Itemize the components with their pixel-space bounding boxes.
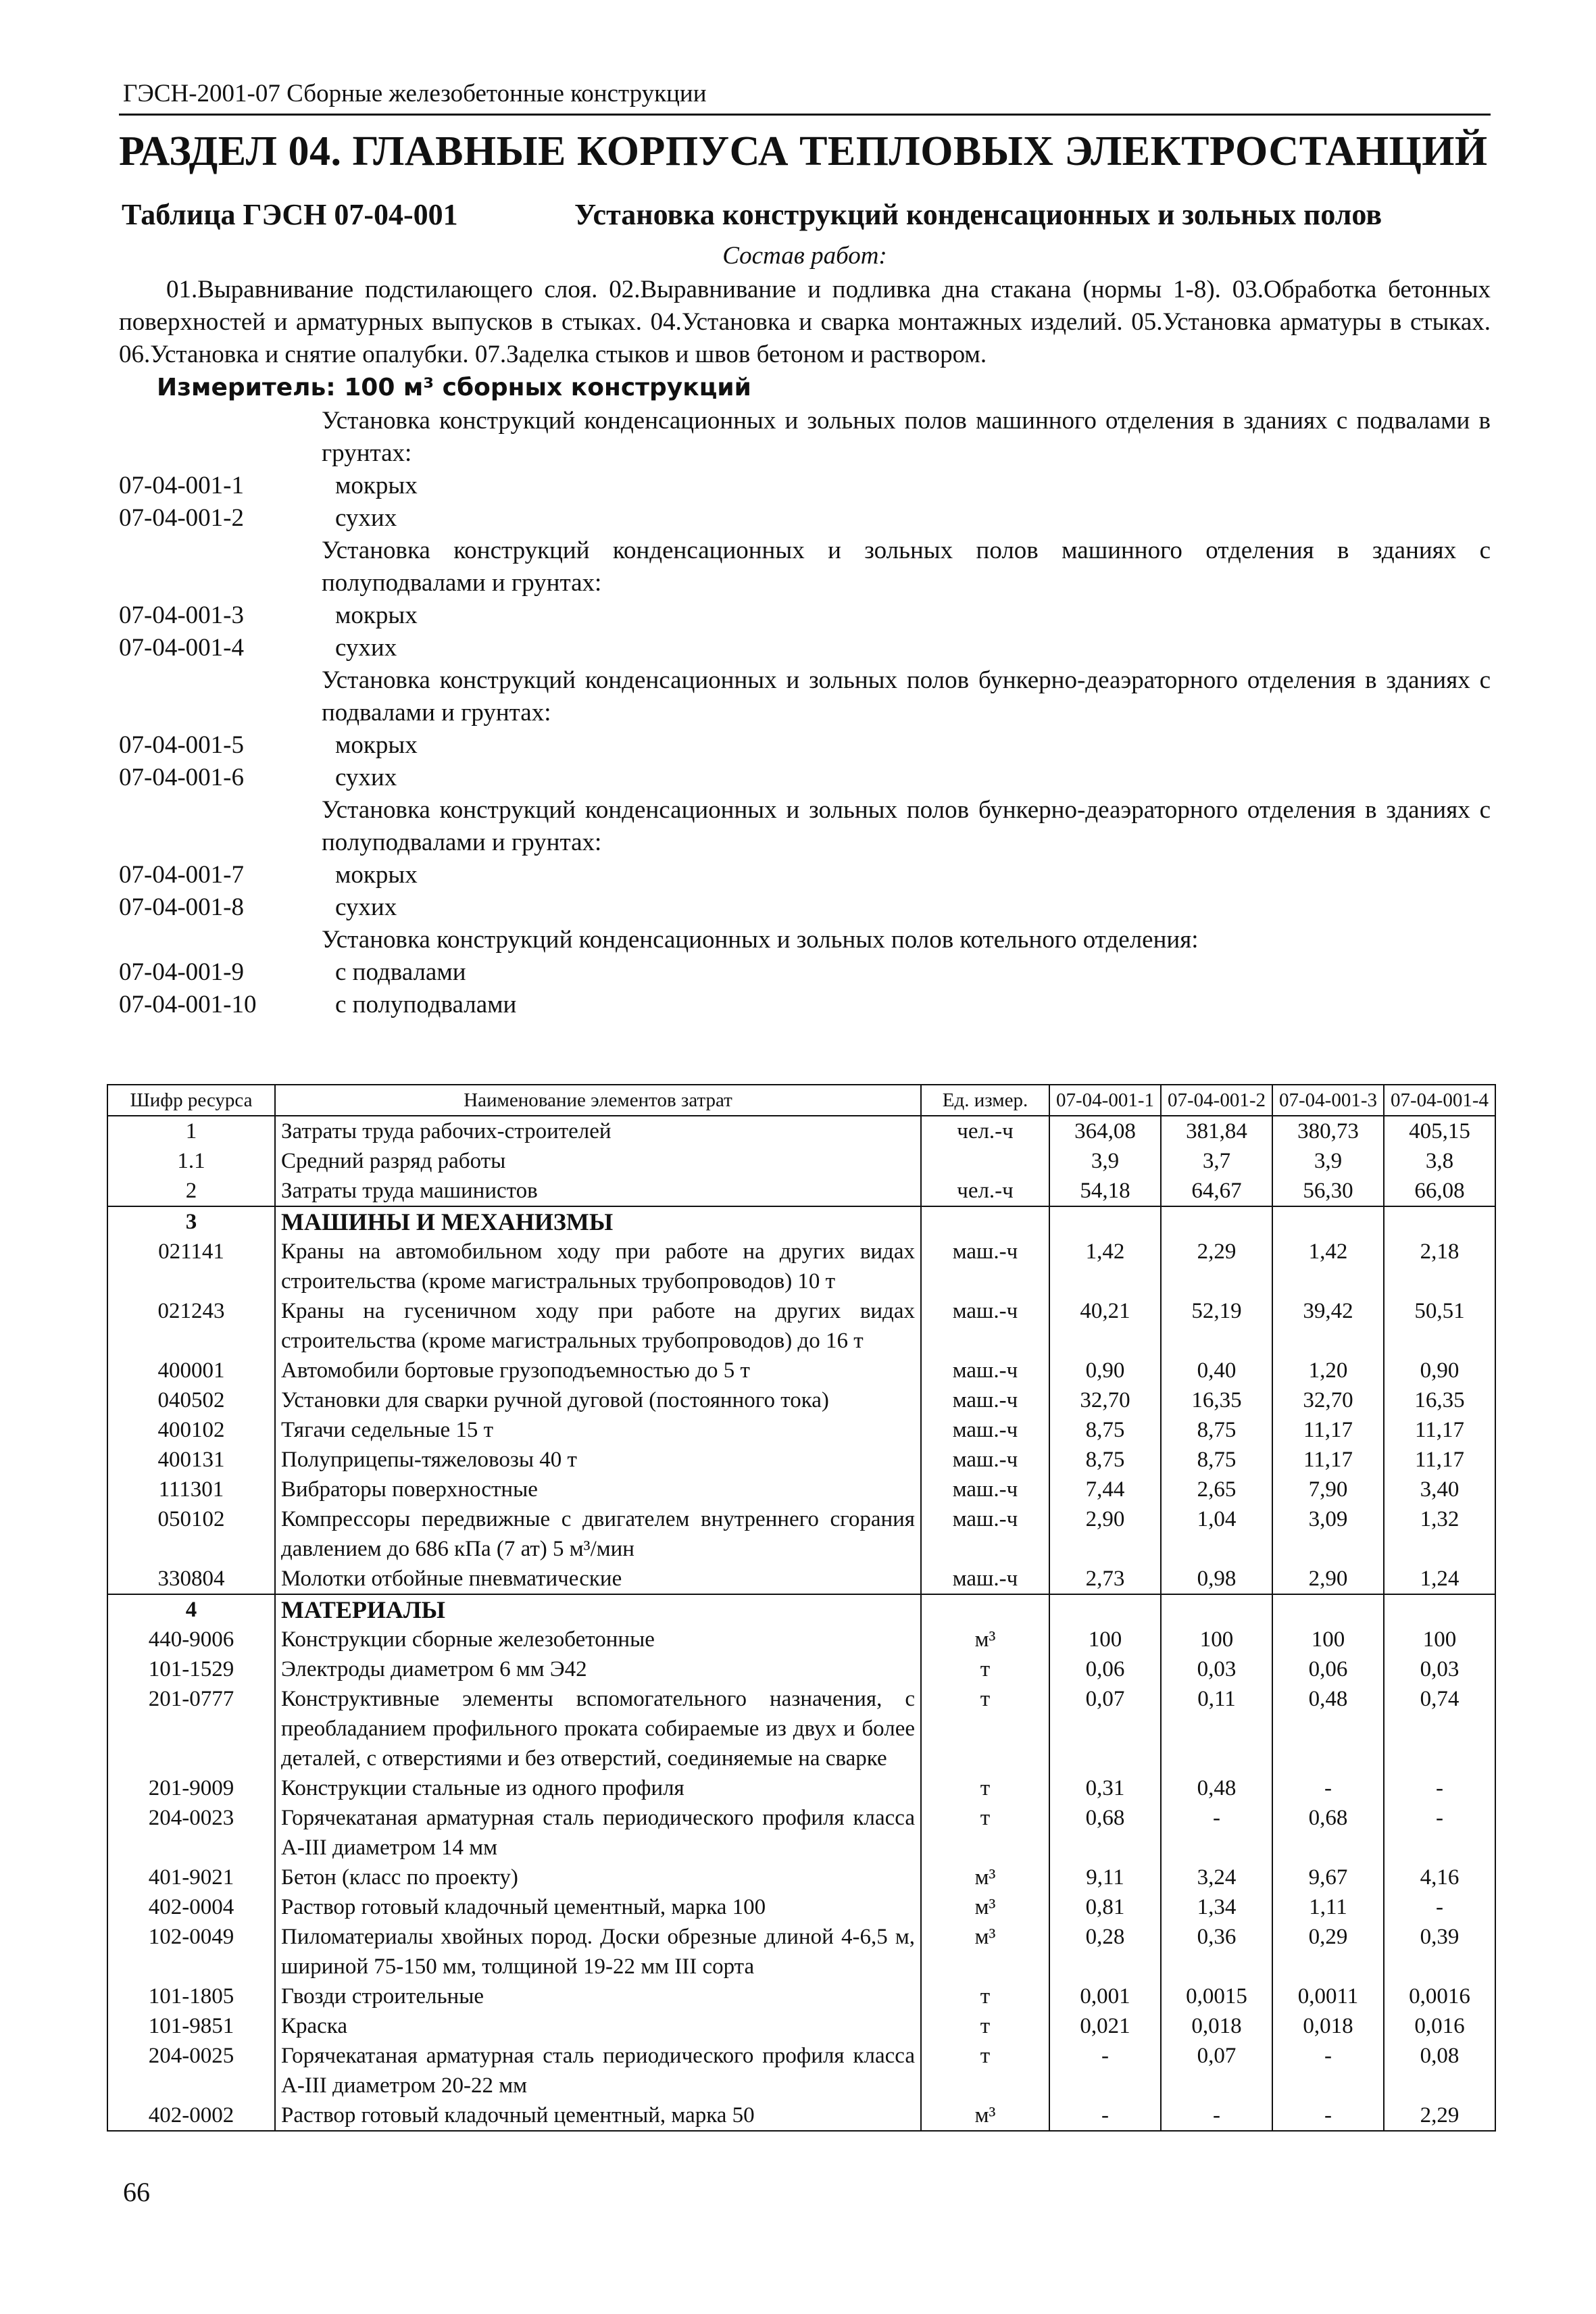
resource-code: 1 bbox=[107, 1116, 275, 1146]
resource-unit: м³ bbox=[921, 1625, 1049, 1654]
value-col-4: 11,17 bbox=[1384, 1445, 1495, 1475]
value-col-3: 0,48 bbox=[1272, 1684, 1384, 1773]
variant-name: сухих bbox=[335, 893, 397, 921]
value-col-3 bbox=[1272, 1206, 1384, 1237]
table-row bbox=[107, 2041, 1495, 2100]
variant-code: 07-04-001-3 bbox=[119, 601, 244, 629]
value-col-2: 1,04 bbox=[1161, 1504, 1272, 1564]
resource-unit: маш.-ч bbox=[921, 1564, 1049, 1594]
value-col-4: 0,08 bbox=[1384, 2041, 1495, 2100]
value-col-3: 1,11 bbox=[1272, 1892, 1384, 1922]
variant-name: мокрых bbox=[335, 472, 418, 499]
resource-name: Средний разряд работы bbox=[275, 1146, 921, 1176]
resource-unit: т bbox=[921, 1654, 1049, 1684]
resource-name: Краны на гусеничном ходу при работе на других видах строительства (кроме магистральных трубопроводов) до 16 т bbox=[275, 1296, 921, 1356]
document-page bbox=[119, 74, 1491, 1021]
resource-code: 204-0023 bbox=[107, 1803, 275, 1863]
variant-row bbox=[119, 470, 1491, 502]
value-col-4: 1,32 bbox=[1384, 1504, 1495, 1564]
value-col-3: 100 bbox=[1272, 1625, 1384, 1654]
variants-list bbox=[119, 405, 1491, 1021]
value-col-2: 3,24 bbox=[1161, 1863, 1272, 1892]
resource-code: 2 bbox=[107, 1176, 275, 1206]
measure-unit: Измеритель: 100 м³ сборных конструкций bbox=[157, 374, 751, 401]
value-col-2: 100 bbox=[1161, 1625, 1272, 1654]
value-col-3: 39,42 bbox=[1272, 1296, 1384, 1356]
value-col-2: 2,65 bbox=[1161, 1475, 1272, 1504]
resource-name: Молотки отбойные пневматические bbox=[275, 1564, 921, 1594]
resource-unit: маш.-ч bbox=[921, 1445, 1049, 1475]
resource-unit: т bbox=[921, 1981, 1049, 2011]
value-col-3: 0,68 bbox=[1272, 1803, 1384, 1863]
header-col-3: 07-04-001-3 bbox=[1272, 1085, 1384, 1116]
value-col-1: 8,75 bbox=[1049, 1445, 1161, 1475]
value-col-3: - bbox=[1272, 2041, 1384, 2100]
header-name: Наименование элементов затрат bbox=[275, 1085, 921, 1116]
resource-name: Краны на автомобильном ходу при работе на других видах строительства (кроме магистральных трубопроводов) 10 т bbox=[275, 1237, 921, 1296]
value-col-4: 2,29 bbox=[1384, 2100, 1495, 2131]
table-row bbox=[107, 1146, 1495, 1176]
value-col-3 bbox=[1272, 1594, 1384, 1625]
resource-unit: т bbox=[921, 1773, 1049, 1803]
header-col-4: 07-04-001-4 bbox=[1384, 1085, 1495, 1116]
variant-code: 07-04-001-8 bbox=[119, 893, 244, 921]
resource-code: 440-9006 bbox=[107, 1625, 275, 1654]
table-row bbox=[107, 1773, 1495, 1803]
value-col-3: 380,73 bbox=[1272, 1116, 1384, 1146]
resource-name: Краска bbox=[275, 2011, 921, 2041]
value-col-2: 3,7 bbox=[1161, 1146, 1272, 1176]
value-col-4: 3,8 bbox=[1384, 1146, 1495, 1176]
value-col-4 bbox=[1384, 1206, 1495, 1237]
value-col-2: 0,36 bbox=[1161, 1922, 1272, 1981]
value-col-1: 0,81 bbox=[1049, 1892, 1161, 1922]
value-col-1: 0,68 bbox=[1049, 1803, 1161, 1863]
value-col-1: 1,42 bbox=[1049, 1237, 1161, 1296]
value-col-2: 0,03 bbox=[1161, 1654, 1272, 1684]
table-row bbox=[107, 1296, 1495, 1356]
value-col-1: 2,73 bbox=[1049, 1564, 1161, 1594]
value-col-2: 0,40 bbox=[1161, 1356, 1272, 1385]
variant-name: с полуподвалами bbox=[335, 991, 517, 1018]
resource-code: 040502 bbox=[107, 1385, 275, 1415]
header-code: Шифр ресурса bbox=[107, 1085, 275, 1116]
table-row bbox=[107, 1981, 1495, 2011]
value-col-3: 7,90 bbox=[1272, 1475, 1384, 1504]
variant-code: 07-04-001-7 bbox=[119, 861, 244, 889]
table-row bbox=[107, 1803, 1495, 1863]
table-row bbox=[107, 1922, 1495, 1981]
value-col-3: 3,9 bbox=[1272, 1146, 1384, 1176]
value-col-3: - bbox=[1272, 2100, 1384, 2131]
value-col-1: 54,18 bbox=[1049, 1176, 1161, 1206]
value-col-3: 0,0011 bbox=[1272, 1981, 1384, 2011]
value-col-4: 100 bbox=[1384, 1625, 1495, 1654]
resource-name: МАШИНЫ И МЕХАНИЗМЫ bbox=[275, 1206, 921, 1237]
variant-code: 07-04-001-5 bbox=[119, 731, 244, 759]
value-col-2: 0,0015 bbox=[1161, 1981, 1272, 2011]
value-col-2: 16,35 bbox=[1161, 1385, 1272, 1415]
header-col-2: 07-04-001-2 bbox=[1161, 1085, 1272, 1116]
resource-name: Конструкции сборные железобетонные bbox=[275, 1625, 921, 1654]
value-col-4: 4,16 bbox=[1384, 1863, 1495, 1892]
resource-code: 401-9021 bbox=[107, 1863, 275, 1892]
value-col-4: 0,0016 bbox=[1384, 1981, 1495, 2011]
variant-group-title: Установка конструкций конденсационных и зольных полов бункерно-деаэраторного отделения в зданиях с полуподвалами и грунтах: bbox=[322, 796, 1491, 856]
value-col-1: - bbox=[1049, 2041, 1161, 2100]
variant-row bbox=[119, 729, 1491, 762]
value-col-1: 7,44 bbox=[1049, 1475, 1161, 1504]
resource-code: 3 bbox=[107, 1206, 275, 1237]
value-col-2: 52,19 bbox=[1161, 1296, 1272, 1356]
value-col-4: 50,51 bbox=[1384, 1296, 1495, 1356]
value-col-2: 0,11 bbox=[1161, 1684, 1272, 1773]
value-col-4: 0,03 bbox=[1384, 1654, 1495, 1684]
value-col-1: 0,31 bbox=[1049, 1773, 1161, 1803]
resource-name: Компрессоры передвижные с двигателем внутреннего сгорания давлением до 686 кПа (7 ат) 5 м³/мин bbox=[275, 1504, 921, 1564]
table-row bbox=[107, 1625, 1495, 1654]
value-col-2: 1,34 bbox=[1161, 1892, 1272, 1922]
table-row bbox=[107, 2011, 1495, 2041]
resource-name: Вибраторы поверхностные bbox=[275, 1475, 921, 1504]
table-row bbox=[107, 1892, 1495, 1922]
resource-name: Раствор готовый кладочный цементный, марка 100 bbox=[275, 1892, 921, 1922]
resource-unit: т bbox=[921, 2011, 1049, 2041]
table-row bbox=[107, 1654, 1495, 1684]
variant-row bbox=[119, 859, 1491, 891]
resource-unit: т bbox=[921, 1803, 1049, 1863]
resource-code: 4 bbox=[107, 1594, 275, 1625]
value-col-1: 364,08 bbox=[1049, 1116, 1161, 1146]
table-row bbox=[107, 1116, 1495, 1146]
resource-name: Электроды диаметром 6 мм Э42 bbox=[275, 1654, 921, 1684]
resource-code: 1.1 bbox=[107, 1146, 275, 1176]
value-col-4: 0,39 bbox=[1384, 1922, 1495, 1981]
value-col-3: 0,06 bbox=[1272, 1654, 1384, 1684]
value-col-4: 1,24 bbox=[1384, 1564, 1495, 1594]
variant-row bbox=[119, 762, 1491, 794]
variant-group-title: Установка конструкций конденсационных и зольных полов котельного отделения: bbox=[322, 926, 1199, 954]
resource-name: Затраты труда рабочих-строителей bbox=[275, 1116, 921, 1146]
resource-code: 201-0777 bbox=[107, 1684, 275, 1773]
value-col-4: - bbox=[1384, 1892, 1495, 1922]
resource-unit: м³ bbox=[921, 2100, 1049, 2131]
resource-code: 402-0002 bbox=[107, 2100, 275, 2131]
variant-row bbox=[119, 599, 1491, 632]
variant-name: мокрых bbox=[335, 861, 418, 889]
value-col-1 bbox=[1049, 1594, 1161, 1625]
variant-name: мокрых bbox=[335, 601, 418, 629]
value-col-1: 0,90 bbox=[1049, 1356, 1161, 1385]
value-col-4: 0,74 bbox=[1384, 1684, 1495, 1773]
value-col-4: 0,016 bbox=[1384, 2011, 1495, 2041]
value-col-4: 16,35 bbox=[1384, 1385, 1495, 1415]
resources-table bbox=[107, 1084, 1496, 2132]
table-header-row bbox=[107, 1085, 1495, 1116]
page-number: 66 bbox=[123, 2177, 150, 2207]
variant-row bbox=[119, 989, 1491, 1021]
variant-group-title: Установка конструкций конденсационных и зольных полов бункерно-деаэраторного отделения в зданиях с подвалами и грунтах: bbox=[322, 666, 1491, 727]
value-col-2: 0,07 bbox=[1161, 2041, 1272, 2100]
value-col-3: 11,17 bbox=[1272, 1445, 1384, 1475]
resource-code: 400102 bbox=[107, 1415, 275, 1445]
value-col-3: 3,09 bbox=[1272, 1504, 1384, 1564]
resource-code: 021243 bbox=[107, 1296, 275, 1356]
resource-code: 050102 bbox=[107, 1504, 275, 1564]
variant-code: 07-04-001-4 bbox=[119, 634, 244, 662]
variant-code: 07-04-001-6 bbox=[119, 764, 244, 791]
value-col-2: 381,84 bbox=[1161, 1116, 1272, 1146]
value-col-3: 9,67 bbox=[1272, 1863, 1384, 1892]
value-col-1: 8,75 bbox=[1049, 1415, 1161, 1445]
value-col-3: 2,90 bbox=[1272, 1564, 1384, 1594]
resource-name: Бетон (класс по проекту) bbox=[275, 1863, 921, 1892]
resource-unit: маш.-ч bbox=[921, 1385, 1049, 1415]
resource-code: 400131 bbox=[107, 1445, 275, 1475]
resource-unit: маш.-ч bbox=[921, 1504, 1049, 1564]
table-group-row bbox=[107, 1594, 1495, 1625]
value-col-1: 2,90 bbox=[1049, 1504, 1161, 1564]
variant-name: сухих bbox=[335, 504, 397, 532]
variant-row bbox=[119, 956, 1491, 989]
value-col-1: - bbox=[1049, 2100, 1161, 2131]
value-col-3: 0,018 bbox=[1272, 2011, 1384, 2041]
header-col-1: 07-04-001-1 bbox=[1049, 1085, 1161, 1116]
resource-unit: м³ bbox=[921, 1922, 1049, 1981]
resource-name: Гвозди строительные bbox=[275, 1981, 921, 2011]
resource-code: 201-9009 bbox=[107, 1773, 275, 1803]
value-col-4: 66,08 bbox=[1384, 1176, 1495, 1206]
table-group-row bbox=[107, 1206, 1495, 1237]
value-col-1: 0,07 bbox=[1049, 1684, 1161, 1773]
value-col-2: 0,48 bbox=[1161, 1773, 1272, 1803]
resource-unit: маш.-ч bbox=[921, 1296, 1049, 1356]
resource-code: 330804 bbox=[107, 1564, 275, 1594]
value-col-3: 32,70 bbox=[1272, 1385, 1384, 1415]
variant-row bbox=[119, 632, 1491, 664]
variant-row bbox=[119, 891, 1491, 924]
value-col-3: 0,29 bbox=[1272, 1922, 1384, 1981]
resource-name: Конструктивные элементы вспомогательного назначения, с преобладанием профильного проката собираемые из двух и более деталей, с отверстиями и без отверстий, соединяемые на сварке bbox=[275, 1684, 921, 1773]
value-col-4: 11,17 bbox=[1384, 1415, 1495, 1445]
value-col-2: 0,018 bbox=[1161, 2011, 1272, 2041]
value-col-3: 1,42 bbox=[1272, 1237, 1384, 1296]
table-row bbox=[107, 1684, 1495, 1773]
resource-unit: чел.-ч bbox=[921, 1116, 1049, 1146]
value-col-3: - bbox=[1272, 1773, 1384, 1803]
table-row bbox=[107, 2100, 1495, 2131]
resource-code: 102-0049 bbox=[107, 1922, 275, 1981]
resource-unit: маш.-ч bbox=[921, 1415, 1049, 1445]
value-col-1: 0,021 bbox=[1049, 2011, 1161, 2041]
composition-title: Состав работ: bbox=[722, 242, 887, 270]
resource-name: Тягачи седельные 15 т bbox=[275, 1415, 921, 1445]
value-col-2 bbox=[1161, 1206, 1272, 1237]
value-col-2: 0,98 bbox=[1161, 1564, 1272, 1594]
value-col-1: 0,28 bbox=[1049, 1922, 1161, 1981]
value-col-1: 32,70 bbox=[1049, 1385, 1161, 1415]
value-col-2: 64,67 bbox=[1161, 1176, 1272, 1206]
value-col-4: 2,18 bbox=[1384, 1237, 1495, 1296]
variant-name: мокрых bbox=[335, 731, 418, 759]
resource-unit: маш.-ч bbox=[921, 1475, 1049, 1504]
variant-code: 07-04-001-10 bbox=[119, 991, 257, 1018]
value-col-2 bbox=[1161, 1594, 1272, 1625]
table-body bbox=[107, 1116, 1495, 2131]
resource-code: 400001 bbox=[107, 1356, 275, 1385]
value-col-4: 3,40 bbox=[1384, 1475, 1495, 1504]
resource-code: 021141 bbox=[107, 1237, 275, 1296]
table-row bbox=[107, 1176, 1495, 1206]
value-col-1: 3,9 bbox=[1049, 1146, 1161, 1176]
table-caption bbox=[119, 191, 1491, 239]
resource-code: 111301 bbox=[107, 1475, 275, 1504]
table-row bbox=[107, 1237, 1495, 1296]
table-row bbox=[107, 1356, 1495, 1385]
value-col-2: 8,75 bbox=[1161, 1415, 1272, 1445]
resource-code: 101-1529 bbox=[107, 1654, 275, 1684]
resource-name: Раствор готовый кладочный цементный, марка 50 bbox=[275, 2100, 921, 2131]
value-col-4: - bbox=[1384, 1803, 1495, 1863]
variant-name: сухих bbox=[335, 634, 397, 662]
value-col-1: 0,001 bbox=[1049, 1981, 1161, 2011]
resource-name: Установки для сварки ручной дуговой (постоянного тока) bbox=[275, 1385, 921, 1415]
resource-unit: м³ bbox=[921, 1863, 1049, 1892]
resource-code: 402-0004 bbox=[107, 1892, 275, 1922]
resource-unit bbox=[921, 1594, 1049, 1625]
resource-name: Пиломатериалы хвойных пород. Доски обрезные длиной 4-6,5 м, шириной 75-150 мм, толщиной 19-22 мм III сорта bbox=[275, 1922, 921, 1981]
value-col-4: 405,15 bbox=[1384, 1116, 1495, 1146]
variant-code: 07-04-001-9 bbox=[119, 958, 244, 986]
value-col-1 bbox=[1049, 1206, 1161, 1237]
value-col-1: 100 bbox=[1049, 1625, 1161, 1654]
table-row bbox=[107, 1415, 1495, 1445]
value-col-2: - bbox=[1161, 2100, 1272, 2131]
table-number: Таблица ГЭСН 07-04-001 bbox=[122, 198, 458, 231]
running-header: ГЭСН-2001-07 Сборные железобетонные конструкции bbox=[119, 74, 1491, 116]
variant-name: сухих bbox=[335, 764, 397, 791]
table-row bbox=[107, 1475, 1495, 1504]
table-row bbox=[107, 1385, 1495, 1415]
value-col-1: 0,06 bbox=[1049, 1654, 1161, 1684]
resource-name: Горячекатаная арматурная сталь периодического профиля класса А-III диаметром 14 мм bbox=[275, 1803, 921, 1863]
composition-text: 01.Выравнивание подстилающего слоя. 02.Выравнивание и подливка дна стакана (нормы 1-8). 03.Обработка бетонных поверхностей и арматурных выпусков в стыках. 04.Установка и сварка монтажных изделий. 05.Установка арматуры в стыках. 06.Установка и снятие опалубки. 07.Заделка стыков и швов бетоном и раствором. bbox=[119, 276, 1491, 368]
resource-unit: т bbox=[921, 2041, 1049, 2100]
table-row bbox=[107, 1504, 1495, 1564]
value-col-3: 11,17 bbox=[1272, 1415, 1384, 1445]
resource-unit: маш.-ч bbox=[921, 1237, 1049, 1296]
variant-group-title: Установка конструкций конденсационных и зольных полов машинного отделения в зданиях с полуподвалами и грунтах: bbox=[322, 537, 1491, 597]
resource-code: 101-1805 bbox=[107, 1981, 275, 2011]
table-row bbox=[107, 1863, 1495, 1892]
value-col-4 bbox=[1384, 1594, 1495, 1625]
header-unit: Ед. измер. bbox=[921, 1085, 1049, 1116]
resource-name: МАТЕРИАЛЫ bbox=[275, 1594, 921, 1625]
value-col-1: 40,21 bbox=[1049, 1296, 1161, 1356]
variant-row bbox=[119, 502, 1491, 535]
variant-code: 07-04-001-2 bbox=[119, 504, 244, 532]
value-col-2: 2,29 bbox=[1161, 1237, 1272, 1296]
resource-code: 101-9851 bbox=[107, 2011, 275, 2041]
resource-name: Конструкции стальные из одного профиля bbox=[275, 1773, 921, 1803]
value-col-4: 0,90 bbox=[1384, 1356, 1495, 1385]
resource-name: Затраты труда машинистов bbox=[275, 1176, 921, 1206]
resource-unit: маш.-ч bbox=[921, 1356, 1049, 1385]
resource-name: Полуприцепы-тяжеловозы 40 т bbox=[275, 1445, 921, 1475]
resource-name: Горячекатаная арматурная сталь периодического профиля класса А-III диаметром 20-22 мм bbox=[275, 2041, 921, 2100]
resource-code: 204-0025 bbox=[107, 2041, 275, 2100]
resource-name: Автомобили бортовые грузоподъемностью до 5 т bbox=[275, 1356, 921, 1385]
resource-unit bbox=[921, 1206, 1049, 1237]
variant-name: с подвалами bbox=[335, 958, 466, 986]
resource-unit: т bbox=[921, 1684, 1049, 1773]
value-col-1: 9,11 bbox=[1049, 1863, 1161, 1892]
value-col-3: 1,20 bbox=[1272, 1356, 1384, 1385]
resource-unit bbox=[921, 1146, 1049, 1176]
table-title: Установка конструкций конденсационных и зольных полов bbox=[574, 198, 1382, 231]
resource-unit: м³ bbox=[921, 1892, 1049, 1922]
resource-unit: чел.-ч bbox=[921, 1176, 1049, 1206]
value-col-4: - bbox=[1384, 1773, 1495, 1803]
table-row bbox=[107, 1445, 1495, 1475]
variant-group-title: Установка конструкций конденсационных и зольных полов машинного отделения в зданиях с подвалами в грунтах: bbox=[322, 407, 1491, 467]
section-title: РАЗДЕЛ 04. ГЛАВНЫЕ КОРПУСА ТЕПЛОВЫХ ЭЛЕКТРОСТАНЦИЙ bbox=[119, 128, 1488, 174]
value-col-2: 8,75 bbox=[1161, 1445, 1272, 1475]
variant-code: 07-04-001-1 bbox=[119, 472, 244, 499]
value-col-2: - bbox=[1161, 1803, 1272, 1863]
value-col-3: 56,30 bbox=[1272, 1176, 1384, 1206]
table-row bbox=[107, 1564, 1495, 1594]
